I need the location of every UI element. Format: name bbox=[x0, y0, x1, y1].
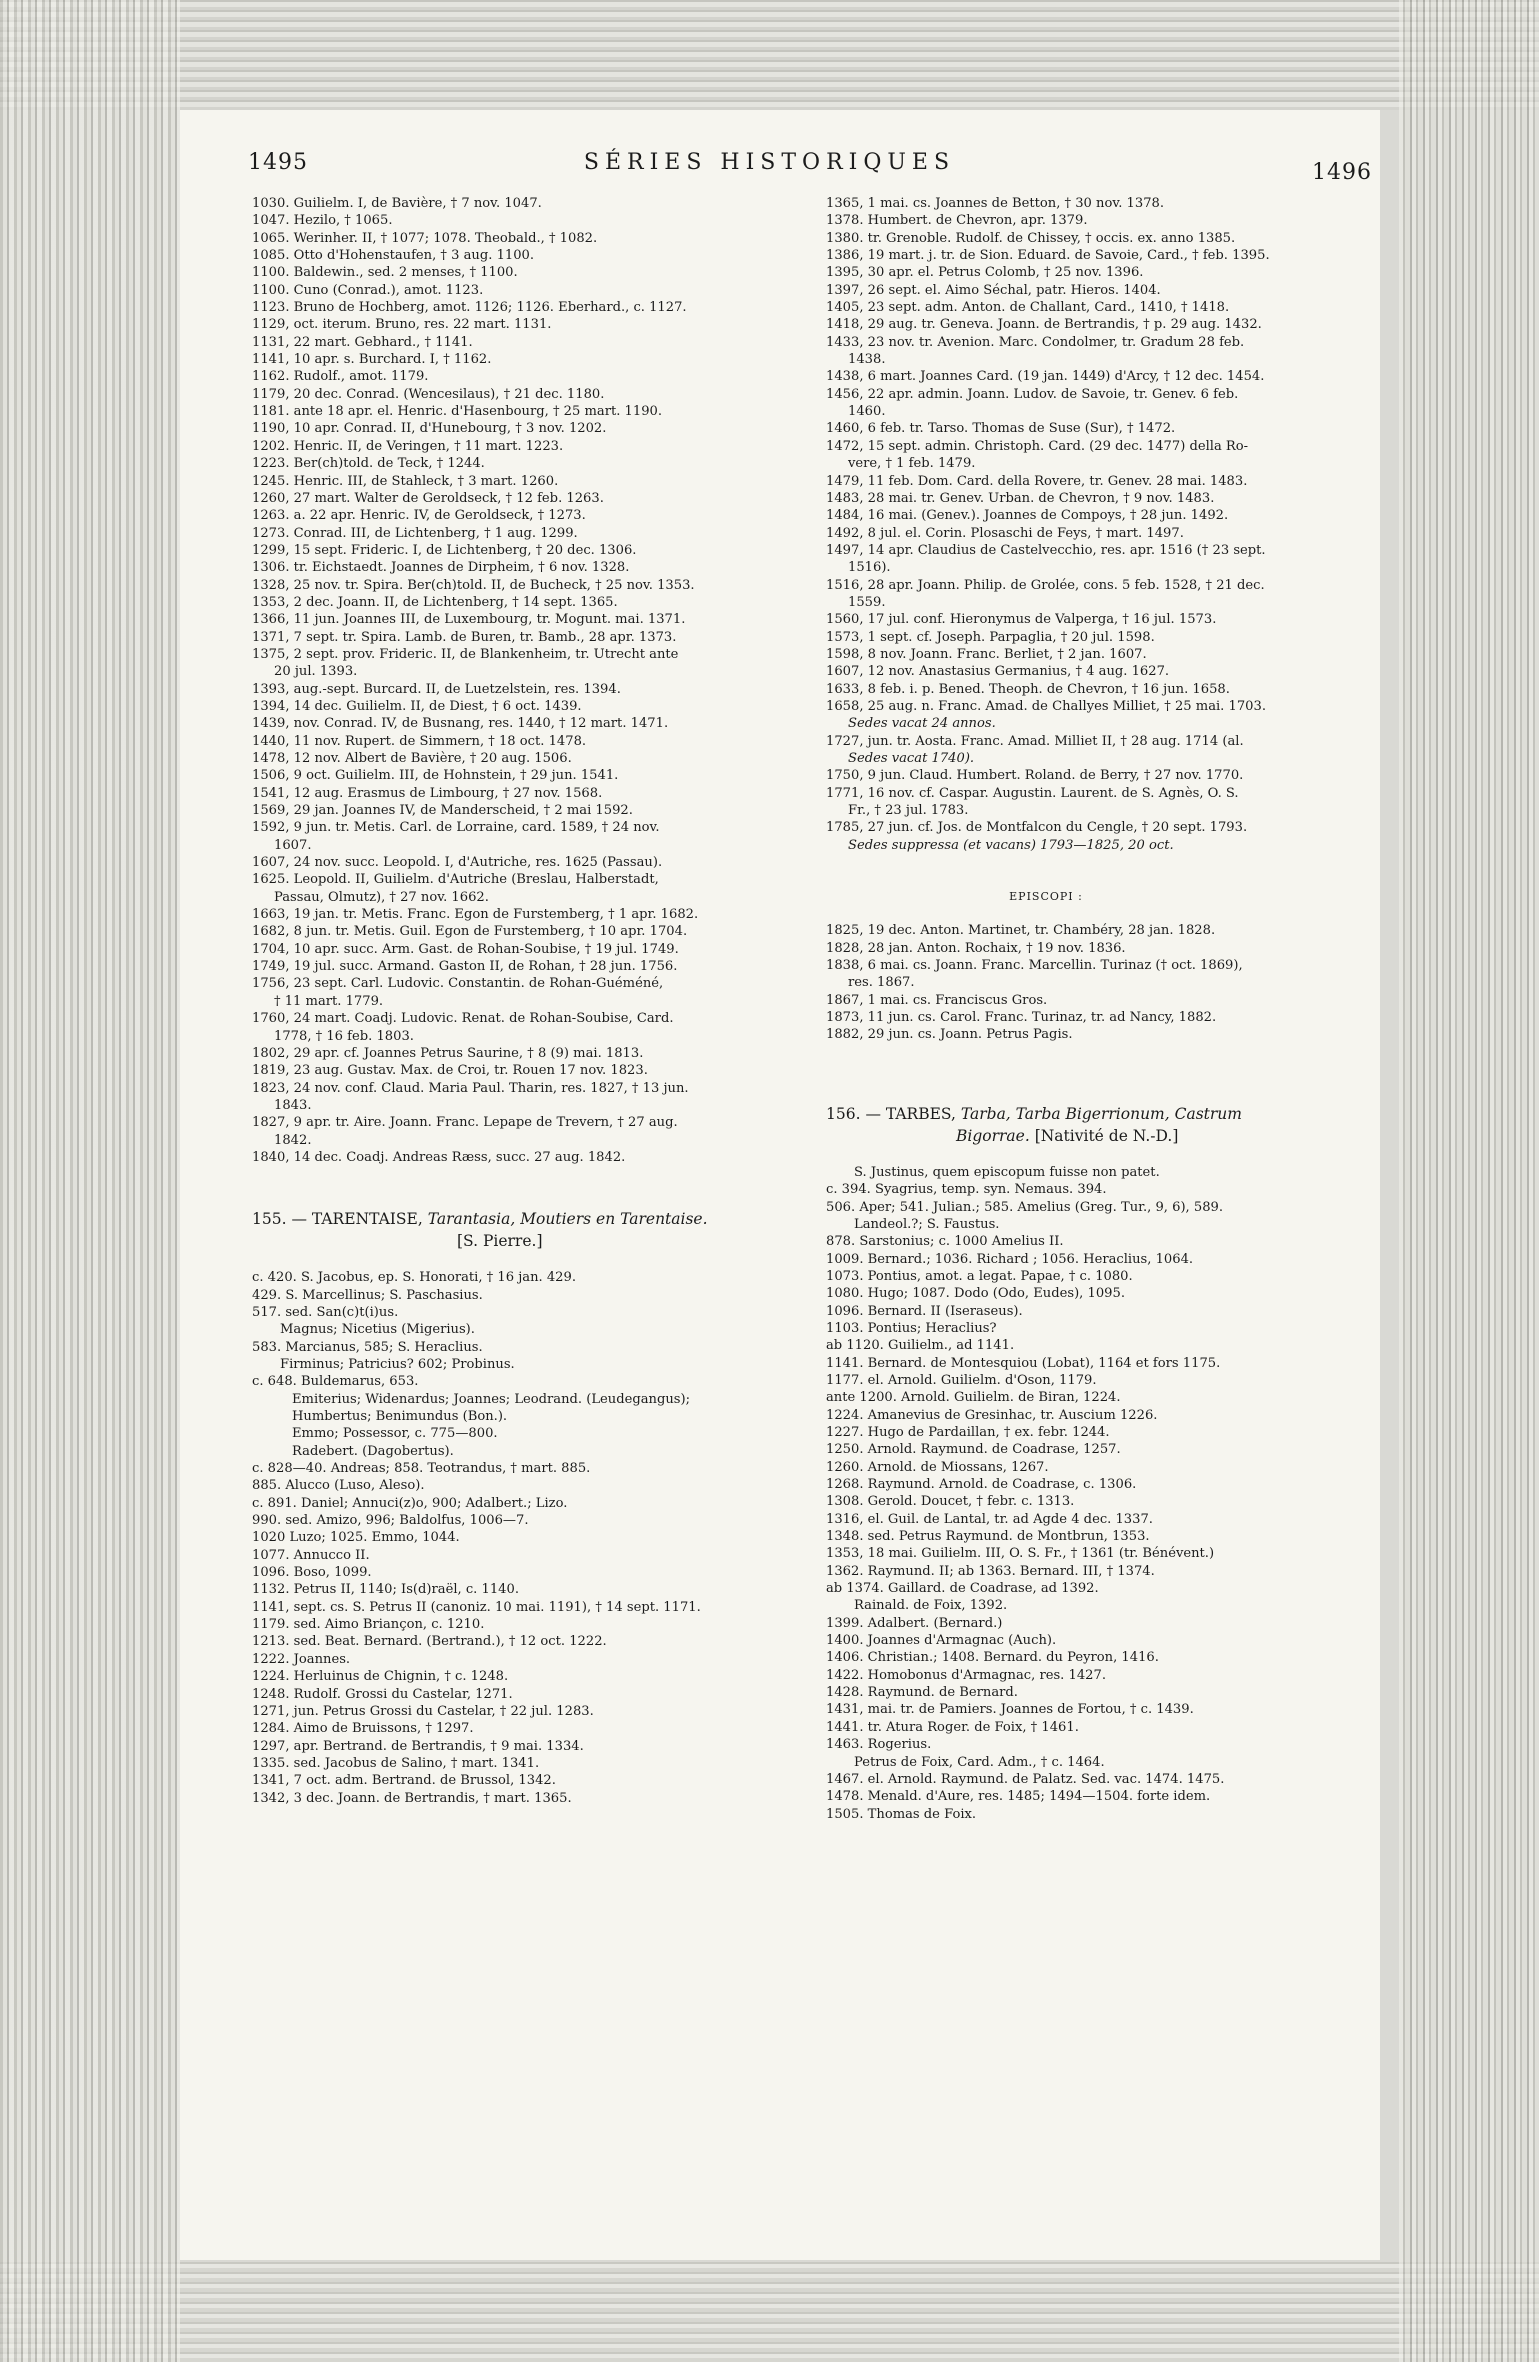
list-item: 1378. Humbert. de Chevron, apr. 1379. bbox=[826, 213, 1088, 229]
list-item: Sedes vacat 1740). bbox=[848, 751, 975, 766]
list-item: ab 1120. Guilielm., ad 1141. bbox=[826, 1338, 1015, 1354]
tarentaise-list-continued bbox=[826, 195, 1326, 854]
right-column bbox=[826, 195, 1326, 1823]
right-page-number: 1496 bbox=[1312, 160, 1372, 185]
list-item: Firminus; Patricius? 602; Probinus. bbox=[280, 1356, 515, 1372]
list-item: Rainald. de Foix, 1392. bbox=[854, 1598, 1008, 1614]
list-item: 1342, 3 dec. Joann. de Bertrandis, † mart. 1365. bbox=[252, 1790, 572, 1806]
list-item: Radebert. (Dagobertus). bbox=[292, 1443, 454, 1459]
strasbourg-list bbox=[252, 195, 852, 1166]
list-item: 1750, 9 jun. Claud. Humbert. Roland. de Berry, † 27 nov. 1770. bbox=[826, 768, 1244, 784]
list-item: 1273. Conrad. III, de Lichtenberg, † 1 aug. 1299. bbox=[252, 525, 578, 541]
section-156-heading bbox=[826, 1103, 1326, 1147]
list-item: 1248. Rudolf. Grossi du Castelar, 1271. bbox=[252, 1686, 513, 1702]
list-item: 1756, 23 sept. Carl. Ludovic. Constantin. de Rohan-Guéméné, bbox=[252, 976, 664, 992]
list-item: 1181. ante 18 apr. el. Henric. d'Hasenbourg, † 25 mart. 1190. bbox=[252, 404, 663, 420]
list-item: 1460, 6 feb. tr. Tarso. Thomas de Suse (Sur), † 1472. bbox=[826, 421, 1176, 437]
list-item: 1478. Menald. d'Aure, res. 1485; 1494—1504. forte idem. bbox=[826, 1789, 1211, 1805]
list-item: Emmo; Possessor, c. 775—800. bbox=[292, 1426, 498, 1442]
list-item: 1179. sed. Aimo Briançon, c. 1210. bbox=[252, 1617, 485, 1633]
list-item: 1406. Christian.; 1408. Bernard. du Peyron, 1416. bbox=[826, 1650, 1159, 1666]
section-156-subtitle: [Nativité de N.-D.] bbox=[1029, 1126, 1179, 1145]
list-item: Magnus; Nicetius (Migerius). bbox=[280, 1322, 475, 1338]
list-item: 1516, 28 apr. Joann. Philip. de Grolée, cons. 5 feb. 1528, † 21 dec. bbox=[826, 577, 1265, 593]
list-item: 1223. Ber(ch)told. de Teck, † 1244. bbox=[252, 456, 485, 472]
list-item: 1129, oct. iterum. Bruno, res. 22 mart. 1131. bbox=[252, 317, 552, 333]
list-item: 1749, 19 jul. succ. Armand. Gaston II, de Rohan, † 28 jun. 1756. bbox=[252, 959, 678, 975]
list-item: 1179, 20 dec. Conrad. (Wencesilaus), † 21 dec. 1180. bbox=[252, 386, 605, 402]
list-item: 1250. Arnold. Raymund. de Coadrase, 1257. bbox=[826, 1442, 1121, 1458]
section-155-title-italic: Tarantasia, Moutiers en Tarentaise. bbox=[427, 1210, 708, 1229]
list-item: 1573, 1 sept. cf. Joseph. Parpaglia, † 20 jul. 1598. bbox=[826, 629, 1155, 645]
list-item: 1682, 8 jun. tr. Metis. Guil. Egon de Furstemberg, † 10 apr. 1704. bbox=[252, 924, 688, 940]
list-item: 1607. bbox=[274, 837, 312, 853]
list-item: 20 jul. 1393. bbox=[274, 664, 358, 680]
list-item: 1479, 11 feb. Dom. Card. della Rovere, tr. Genev. 28 mai. 1483. bbox=[826, 473, 1248, 489]
list-item: Landeol.?; S. Faustus. bbox=[854, 1216, 1000, 1232]
list-item: c. 828—40. Andreas; 858. Teotrandus, † mart. 885. bbox=[252, 1461, 591, 1477]
scan-edge-left bbox=[0, 0, 180, 2362]
list-item: 1080. Hugo; 1087. Dodo (Odo, Eudes), 1095. bbox=[826, 1286, 1125, 1302]
list-item: 1823, 24 nov. conf. Claud. Maria Paul. Tharin, res. 1827, † 13 jun. bbox=[252, 1080, 689, 1096]
list-item: 1394, 14 dec. Guilielm. II, de Diest, † 6 oct. 1439. bbox=[252, 698, 582, 714]
list-item: 1431, mai. tr. de Pamiers. Joannes de Fortou, † c. 1439. bbox=[826, 1702, 1194, 1718]
section-156-subtitle-italic: Bigorrae. bbox=[956, 1126, 1030, 1145]
list-item: 1366, 11 jun. Joannes III, de Luxembourg, tr. Mogunt. mai. 1371. bbox=[252, 612, 686, 628]
list-item: 1123. Bruno de Hochberg, amot. 1126; 1126. Eberhard., c. 1127. bbox=[252, 300, 687, 316]
list-item: 1405, 23 sept. adm. Anton. de Challant, Card., 1410, † 1418. bbox=[826, 300, 1230, 316]
list-item: 1263. a. 22 apr. Henric. IV, de Geroldseck, † 1273. bbox=[252, 508, 586, 524]
list-item: c. 891. Daniel; Annuci(z)o, 900; Adalbert.; Lizo. bbox=[252, 1495, 568, 1511]
list-item: 1096. Boso, 1099. bbox=[252, 1565, 372, 1581]
list-item: 1607, 12 nov. Anastasius Germanius, † 4 aug. 1627. bbox=[826, 664, 1170, 680]
list-item: 1727, jun. tr. Aosta. Franc. Amad. Milliet II, † 28 aug. 1714 (al. bbox=[826, 733, 1244, 749]
list-item: res. 1867. bbox=[848, 975, 915, 991]
list-item: 1308. Gerold. Doucet, † febr. c. 1313. bbox=[826, 1494, 1075, 1510]
list-item: 1141. Bernard. de Montesquiou (Lobat), 1164 et fors 1175. bbox=[826, 1355, 1221, 1371]
list-item: 885. Alucco (Luso, Aleso). bbox=[252, 1478, 425, 1494]
list-item: 1428. Raymund. de Bernard. bbox=[826, 1685, 1018, 1701]
list-item: 1371, 7 sept. tr. Spira. Lamb. de Buren, tr. Bamb., 28 apr. 1373. bbox=[252, 629, 677, 645]
left-page-number: 1495 bbox=[248, 150, 308, 175]
list-item: c. 420. S. Jacobus, ep. S. Honorati, † 16 jan. 429. bbox=[252, 1270, 576, 1286]
list-item: 1472, 15 sept. admin. Christoph. Card. (29 dec. 1477) della Ro- bbox=[826, 438, 1249, 454]
list-item: 1073. Pontius, amot. a legat. Papae, † c. 1080. bbox=[826, 1268, 1133, 1284]
list-item: 1386, 19 mart. j. tr. de Sion. Eduard. de Savoie, Card., † feb. 1395. bbox=[826, 248, 1270, 264]
list-item: 1009. Bernard.; 1036. Richard ; 1056. Heraclius, 1064. bbox=[826, 1251, 1194, 1267]
list-item: 1202. Henric. II, de Veringen, † 11 mart. 1223. bbox=[252, 438, 564, 454]
list-item: 1819, 23 aug. Gustav. Max. de Croi, tr. Rouen 17 nov. 1823. bbox=[252, 1063, 648, 1079]
list-item: 1438, 6 mart. Joannes Card. (19 jan. 1449) d'Arcy, † 12 dec. 1454. bbox=[826, 369, 1265, 385]
list-item: 1271, jun. Petrus Grossi du Castelar, † 22 jul. 1283. bbox=[252, 1703, 594, 1719]
list-item: 1353, 2 dec. Joann. II, de Lichtenberg, † 14 sept. 1365. bbox=[252, 594, 618, 610]
list-item: 1658, 25 aug. n. Franc. Amad. de Challyes Milliet, † 25 mai. 1703. bbox=[826, 698, 1266, 714]
list-item: 1633, 8 feb. i. p. Bened. Theoph. de Chevron, † 16 jun. 1658. bbox=[826, 681, 1230, 697]
list-item: 1299, 15 sept. Frideric. I, de Lichtenberg, † 20 dec. 1306. bbox=[252, 542, 637, 558]
spacer bbox=[826, 1147, 1326, 1164]
list-item: 1399. Adalbert. (Bernard.) bbox=[826, 1615, 1003, 1631]
list-item: 1516). bbox=[848, 560, 891, 576]
list-item: 1463. Rogerius. bbox=[826, 1737, 932, 1753]
list-item: 1100. Baldewin., sed. 2 menses, † 1100. bbox=[252, 265, 518, 281]
list-item: 1362. Raymund. II; ab 1363. Bernard. III, † 1374. bbox=[826, 1563, 1155, 1579]
spacer bbox=[252, 1252, 852, 1269]
list-item: 1316, el. Guil. de Lantal, tr. ad Agde 4 dec. 1337. bbox=[826, 1511, 1153, 1527]
list-item: 1141, 10 apr. s. Burchard. I, † 1162. bbox=[252, 352, 492, 368]
list-item: 1467. el. Arnold. Raymund. de Palatz. Sed. vac. 1474. 1475. bbox=[826, 1771, 1225, 1787]
list-item: 1441. tr. Atura Roger. de Foix, † 1461. bbox=[826, 1719, 1079, 1735]
list-item: vere, † 1 feb. 1479. bbox=[848, 456, 976, 472]
list-item: 1598, 8 nov. Joann. Franc. Berliet, † 2 jan. 1607. bbox=[826, 646, 1147, 662]
list-item: 1306. tr. Eichstaedt. Joannes de Dirpheim, † 6 nov. 1328. bbox=[252, 560, 630, 576]
list-item: Humbertus; Benimundus (Bon.). bbox=[292, 1409, 508, 1424]
list-item: 1438. bbox=[848, 352, 886, 368]
list-item: 1177. el. Arnold. Guilielm. d'Oson, 1179. bbox=[826, 1372, 1097, 1388]
list-item: 1077. Annucco II. bbox=[252, 1547, 370, 1563]
list-item: 1222. Joannes. bbox=[252, 1651, 351, 1667]
list-item: 1096. Bernard. II (Iseraseus). bbox=[826, 1303, 1023, 1319]
list-item: 990. sed. Amizo, 996; Baldolfus, 1006—7. bbox=[252, 1513, 529, 1529]
list-item: 1348. sed. Petrus Raymund. de Montbrun, 1353. bbox=[826, 1529, 1150, 1545]
list-item: Petrus de Foix, Card. Adm., † c. 1464. bbox=[854, 1754, 1105, 1770]
list-item: 583. Marcianus, 585; S. Heraclius. bbox=[252, 1339, 483, 1355]
section-155-heading bbox=[252, 1208, 852, 1252]
list-item: 1224. Herluinus de Chignin, † c. 1248. bbox=[252, 1669, 509, 1685]
list-item: 1030. Guilielm. I, de Bavière, † 7 nov. 1047. bbox=[252, 196, 542, 211]
list-item: ab 1374. Gaillard. de Coadrase, ad 1392. bbox=[826, 1581, 1099, 1597]
list-item: 429. S. Marcellinus; S. Paschasius. bbox=[252, 1287, 483, 1303]
list-item: 1843. bbox=[274, 1097, 312, 1113]
list-item: 1440, 11 nov. Rupert. de Simmern, † 18 oct. 1478. bbox=[252, 733, 587, 749]
list-item: 506. Aper; 541. Julian.; 585. Amelius (Greg. Tur., 9, 6), 589. bbox=[826, 1199, 1224, 1215]
list-item: Passau, Olmutz), † 27 nov. 1662. bbox=[274, 889, 489, 905]
scan-edge-top bbox=[0, 0, 1539, 110]
scan-edge-bottom bbox=[0, 2262, 1539, 2362]
list-item: 1433, 23 nov. tr. Avenion. Marc. Condolmer, tr. Gradum 28 feb. bbox=[826, 334, 1245, 350]
list-item: 1460. bbox=[848, 404, 886, 420]
list-item: 1760, 24 mart. Coadj. Ludovic. Renat. de Rohan-Soubise, Card. bbox=[252, 1011, 674, 1027]
spacer bbox=[826, 1078, 1326, 1095]
list-item: 1227. Hugo de Pardaillan, † ex. febr. 1244. bbox=[826, 1424, 1110, 1440]
spacer bbox=[826, 854, 1326, 888]
list-item: 1141, sept. cs. S. Petrus II (canoniz. 10 mai. 1191), † 14 sept. 1171. bbox=[252, 1599, 701, 1615]
list-item: 1297, apr. Bertrand. de Bertrandis, † 9 mai. 1334. bbox=[252, 1738, 584, 1754]
spacer bbox=[826, 1044, 1326, 1078]
list-item: 1802, 29 apr. cf. Joannes Petrus Saurine, † 8 (9) mai. 1813. bbox=[252, 1045, 644, 1061]
list-item: 1838, 6 mai. cs. Joann. Franc. Marcellin. Turinaz († oct. 1869), bbox=[826, 958, 1243, 974]
list-item: 1592, 9 jun. tr. Metis. Carl. de Lorraine, card. 1589, † 24 nov. bbox=[252, 820, 660, 836]
list-item: 1395, 30 apr. el. Petrus Colomb, † 25 nov. 1396. bbox=[826, 265, 1144, 281]
list-item: 1353, 18 mai. Guilielm. III, O. S. Fr., † 1361 (tr. Bénévent.) bbox=[826, 1546, 1215, 1562]
spacer bbox=[826, 905, 1326, 922]
list-item: 1478, 12 nov. Albert de Bavière, † 20 aug. 1506. bbox=[252, 751, 572, 766]
list-item: 1375, 2 sept. prov. Frideric. II, de Blankenheim, tr. Utrecht ante bbox=[252, 646, 679, 662]
list-item: 517. sed. San(c)t(i)us. bbox=[252, 1304, 399, 1320]
list-item: ante 1200. Arnold. Guilielm. de Biran, 1224. bbox=[826, 1390, 1121, 1406]
section-156-title-italic: Tarba, Tarba Bigerrionum, Castrum bbox=[960, 1104, 1242, 1123]
list-item: 1456, 22 apr. admin. Joann. Ludov. de Savoie, tr. Genev. 6 feb. bbox=[826, 386, 1239, 402]
section-156-title: 156. — TARBES, bbox=[826, 1104, 961, 1123]
list-item: 1131, 22 mart. Gebhard., † 1141. bbox=[252, 334, 473, 350]
list-item: 1268. Raymund. Arnold. de Coadrase, c. 1306. bbox=[826, 1477, 1137, 1492]
list-item: 1842. bbox=[274, 1132, 312, 1148]
scan-edge-right bbox=[1399, 0, 1539, 2362]
list-item: 1020 Luzo; 1025. Emmo, 1044. bbox=[252, 1530, 460, 1546]
list-item: 1704, 10 apr. succ. Arm. Gast. de Rohan-Soubise, † 19 jul. 1749. bbox=[252, 941, 679, 957]
list-item: S. Justinus, quem episcopum fuisse non patet. bbox=[854, 1164, 1160, 1180]
list-item: 1047. Hezilo, † 1065. bbox=[252, 213, 393, 229]
list-item: 1365, 1 mai. cs. Joannes de Betton, † 30 nov. 1378. bbox=[826, 196, 1165, 211]
list-item: 1380. tr. Grenoble. Rudolf. de Chissey, † occis. ex. anno 1385. bbox=[826, 230, 1236, 246]
list-item: 1541, 12 aug. Erasmus de Limbourg, † 27 nov. 1568. bbox=[252, 785, 603, 801]
list-item: 1439, nov. Conrad. IV, de Busnang, res. 1440, † 12 mart. 1471. bbox=[252, 716, 669, 732]
list-item: 1825, 19 dec. Anton. Martinet, tr. Chambéry, 28 jan. 1828. bbox=[826, 923, 1216, 939]
running-title: SÉRIES HISTORIQUES bbox=[583, 150, 956, 175]
list-item: 1873, 11 jun. cs. Carol. Franc. Turinaz, tr. ad Nancy, 1882. bbox=[826, 1010, 1217, 1026]
list-item: c. 648. Buldemarus, 653. bbox=[252, 1374, 419, 1390]
episcopi-label: EPISCOPI : bbox=[1009, 890, 1083, 904]
list-item: 1785, 27 jun. cf. Jos. de Montfalcon du Cengle, † 20 sept. 1793. bbox=[826, 820, 1248, 836]
list-item: 1559. bbox=[848, 594, 886, 610]
list-item: 1882, 29 jun. cs. Joann. Petrus Pagis. bbox=[826, 1027, 1073, 1043]
list-item: 1663, 19 jan. tr. Metis. Franc. Egon de Furstemberg, † 1 apr. 1682. bbox=[252, 907, 699, 923]
left-column bbox=[252, 195, 852, 1807]
section-155-title: 155. — TARENTAISE, bbox=[252, 1210, 428, 1229]
list-item: 1103. Pontius; Heraclius? bbox=[826, 1320, 997, 1336]
list-item: 1224. Amanevius de Gresinhac, tr. Auscium 1226. bbox=[826, 1407, 1158, 1423]
spacer bbox=[252, 1166, 852, 1200]
list-item: 1828, 28 jan. Anton. Rochaix, † 19 nov. 1836. bbox=[826, 940, 1126, 956]
list-item: 1560, 17 jul. conf. Hieronymus de Valperga, † 16 jul. 1573. bbox=[826, 612, 1217, 628]
list-item: 1778, † 16 feb. 1803. bbox=[274, 1028, 414, 1044]
list-item: 1213. sed. Beat. Bernard. (Bertrand.), † 12 oct. 1222. bbox=[252, 1634, 607, 1650]
list-item: 1132. Petrus II, 1140; Is(d)raël, c. 1140. bbox=[252, 1582, 519, 1598]
list-item: 1827, 9 apr. tr. Aire. Joann. Franc. Lepape de Trevern, † 27 aug. bbox=[252, 1115, 678, 1131]
list-item: 1190, 10 apr. Conrad. II, d'Hunebourg, † 3 nov. 1202. bbox=[252, 421, 607, 437]
list-item: 1162. Rudolf., amot. 1179. bbox=[252, 369, 429, 385]
list-item: 1625. Leopold. II, Guilielm. d'Autriche (Breslau, Halberstadt, bbox=[252, 872, 659, 888]
list-item: 1418, 29 aug. tr. Geneva. Joann. de Bertrandis, † p. 29 aug. 1432. bbox=[826, 317, 1262, 333]
list-item: 1393, aug.-sept. Burcard. II, de Luetzelstein, res. 1394. bbox=[252, 681, 621, 697]
list-item: 1771, 16 nov. cf. Caspar. Augustin. Laurent. de S. Agnès, O. S. bbox=[826, 785, 1239, 801]
list-item: 1867, 1 mai. cs. Franciscus Gros. bbox=[826, 992, 1048, 1008]
list-item: Emiterius; Widenardus; Joannes; Leodrand. (Leudegangus); bbox=[292, 1391, 691, 1407]
list-item: 1506, 9 oct. Guilielm. III, de Hohnstein, † 29 jun. 1541. bbox=[252, 768, 619, 784]
list-item: † 11 mart. 1779. bbox=[274, 993, 384, 1009]
list-item: 1483, 28 mai. tr. Genev. Urban. de Chevron, † 9 nov. 1483. bbox=[826, 490, 1215, 506]
list-item: 1840, 14 dec. Coadj. Andreas Ræss, succ. 27 aug. 1842. bbox=[252, 1149, 626, 1165]
list-item: 1260. Arnold. de Miossans, 1267. bbox=[826, 1459, 1049, 1475]
list-item: 1497, 14 apr. Claudius de Castelvecchio, res. apr. 1516 († 23 sept. bbox=[826, 542, 1266, 558]
list-item: 1328, 25 nov. tr. Spira. Ber(ch)told. II, de Bucheck, † 25 nov. 1353. bbox=[252, 577, 695, 593]
list-item: 1065. Werinher. II, † 1077; 1078. Theobald., † 1082. bbox=[252, 230, 598, 246]
list-item: 1100. Cuno (Conrad.), amot. 1123. bbox=[252, 282, 484, 298]
tarbes-list bbox=[826, 1164, 1326, 1823]
list-item: 1569, 29 jan. Joannes IV, de Manderscheid, † 2 mai 1592. bbox=[252, 803, 633, 819]
list-item: 1245. Henric. III, de Stahleck, † 3 mart. 1260. bbox=[252, 473, 559, 489]
list-item: 1397, 26 sept. el. Aimo Séchal, patr. Hieros. 1404. bbox=[826, 282, 1161, 298]
list-item: 1085. Otto d'Hohenstaufen, † 3 aug. 1100. bbox=[252, 248, 535, 264]
list-item: 1284. Aimo de Bruissons, † 1297. bbox=[252, 1721, 474, 1737]
list-item: c. 394. Syagrius, temp. syn. Nemaus. 394. bbox=[826, 1182, 1107, 1198]
list-item: Sedes suppressa (et vacans) 1793—1825, 20 oct. bbox=[848, 837, 1174, 853]
list-item: 1335. sed. Jacobus de Salino, † mart. 1341. bbox=[252, 1755, 540, 1771]
list-item: 1341, 7 oct. adm. Bertrand. de Brussol, 1342. bbox=[252, 1773, 556, 1789]
list-item: Sedes vacat 24 annos. bbox=[848, 716, 996, 732]
list-item: 1400. Joannes d'Armagnac (Auch). bbox=[826, 1633, 1057, 1649]
section-155-subtitle: [S. Pierre.] bbox=[457, 1232, 543, 1251]
list-item: Fr., † 23 jul. 1783. bbox=[848, 803, 969, 819]
list-item: 1484, 16 mai. (Genev.). Joannes de Compoys, † 28 jun. 1492. bbox=[826, 508, 1229, 524]
list-item: 1492, 8 jul. el. Corin. Plosaschi de Feys, † mart. 1497. bbox=[826, 525, 1184, 541]
episcopi-list bbox=[826, 922, 1326, 1043]
list-item: 1260, 27 mart. Walter de Geroldseck, † 12 feb. 1263. bbox=[252, 490, 604, 506]
list-item: 1422. Homobonus d'Armagnac, res. 1427. bbox=[826, 1667, 1106, 1683]
list-item: 878. Sarstonius; c. 1000 Amelius II. bbox=[826, 1234, 1064, 1250]
list-item: 1607, 24 nov. succ. Leopold. I, d'Autriche, res. 1625 (Passau). bbox=[252, 855, 663, 871]
list-item: 1505. Thomas de Foix. bbox=[826, 1806, 977, 1822]
tarentaise-list bbox=[252, 1269, 852, 1807]
